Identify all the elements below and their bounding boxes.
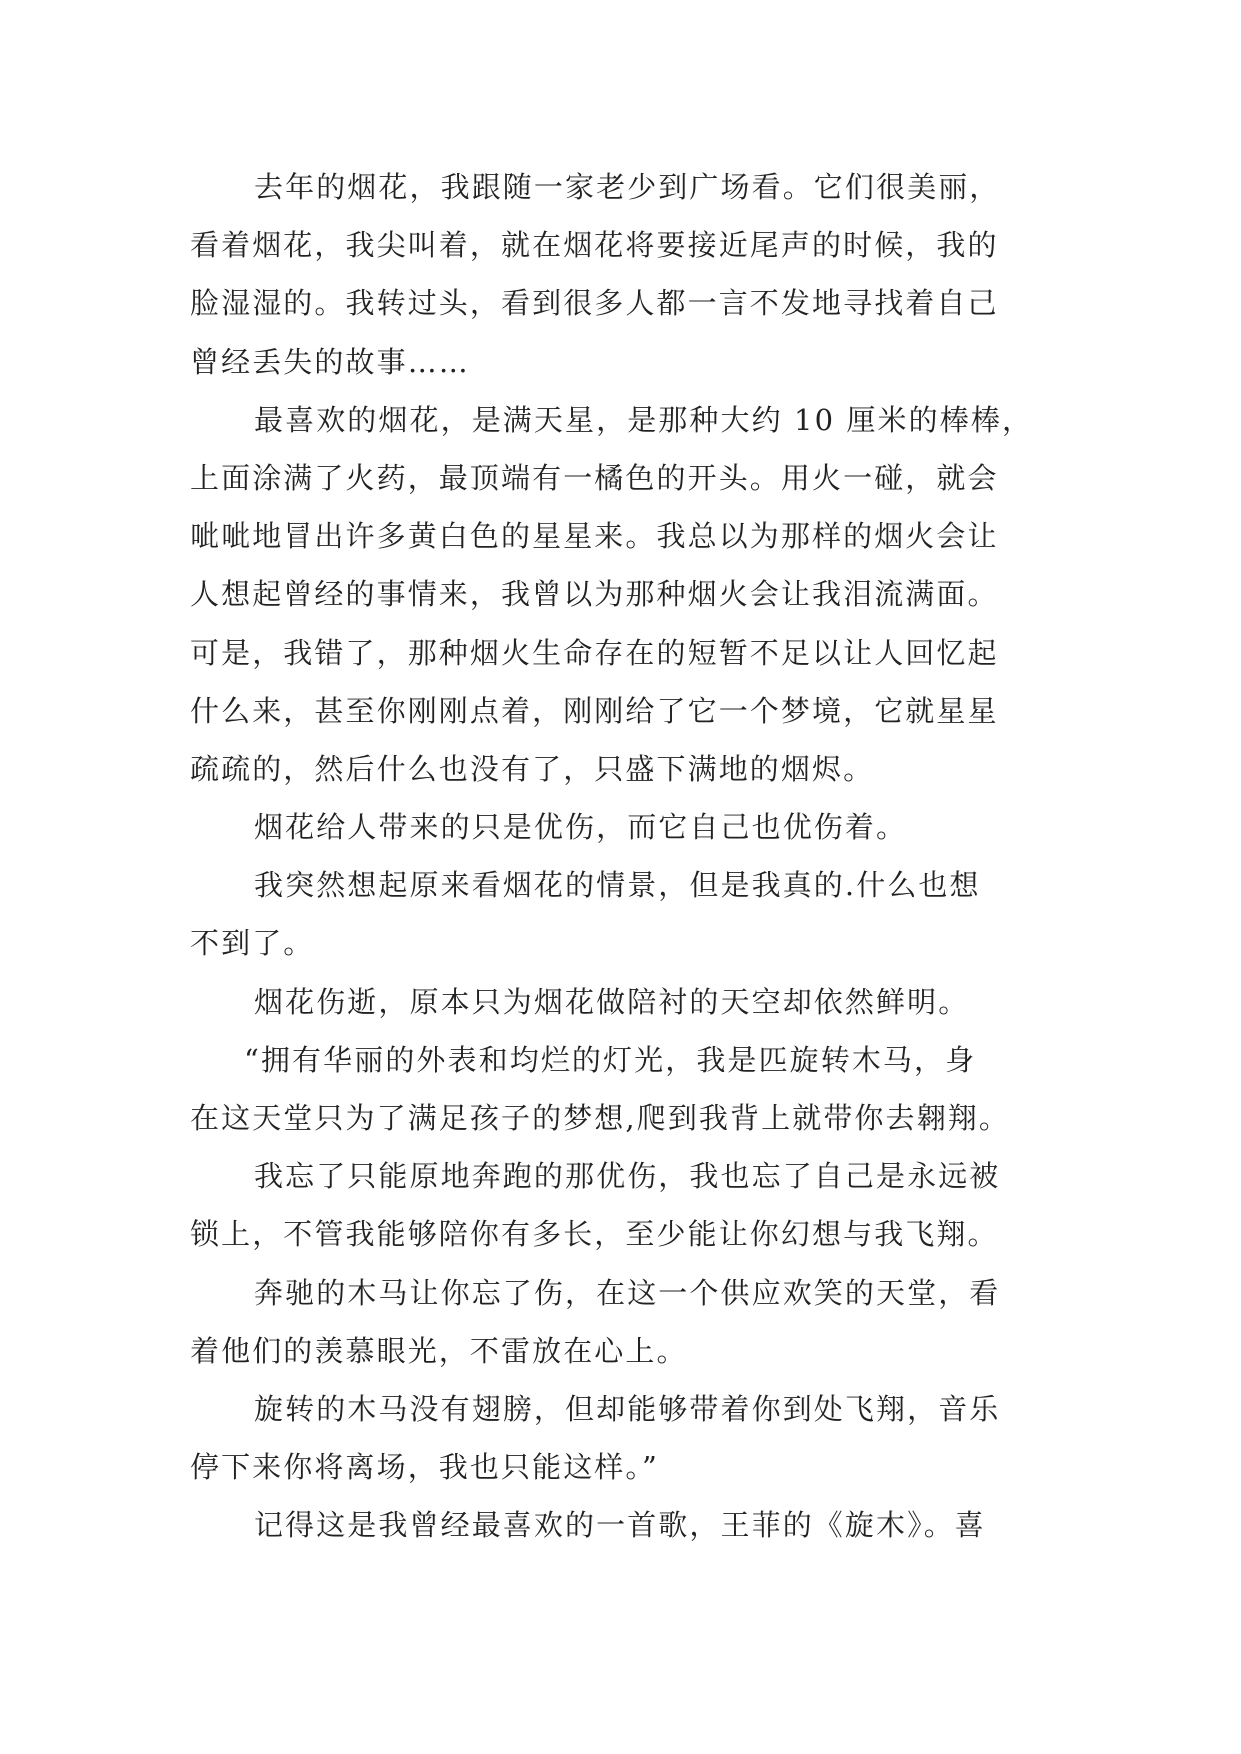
- paragraph-5: [190, 973, 1062, 1031]
- text-line: 最喜欢的烟花，是满天星，是那种大约 10 厘米的棒棒，: [254, 402, 1034, 437]
- text-line: 我突然想起原来看烟花的情景，但是我真的.什么也想: [254, 868, 981, 903]
- paragraph-9: [190, 1380, 1062, 1496]
- text-line: 奔驰的木马让你忘了伤，在这一个供应欢笑的天堂，看: [254, 1275, 1001, 1310]
- text-line: 锁上，不管我能够陪你有多长，至少能让你幻想与我飞翔。: [190, 1217, 999, 1252]
- text-line: 我忘了只能原地奔跑的那优伤，我也忘了自己是永远被: [254, 1159, 1001, 1194]
- text-line: 烟花伤逝，原本只为烟花做陪衬的天空却依然鲜明。: [254, 984, 970, 1019]
- text-line: 脸湿湿的。我转过头，看到很多人都一言不发地寻找着自己: [190, 286, 999, 321]
- text-line: 不到了。: [190, 926, 315, 961]
- paragraph-10: [190, 1496, 1062, 1554]
- text-line: 疏疏的，然后什么也没有了，只盛下满地的烟烬。: [190, 751, 875, 786]
- text-line: 停下来你将离场，我也只能这样。”: [190, 1450, 659, 1485]
- text-line: 在这天堂只为了满足孩子的梦想,爬到我背上就带你去翱翔。: [190, 1101, 1010, 1135]
- paragraph-1: [190, 158, 1062, 391]
- paragraph-6: [190, 1031, 1062, 1147]
- text-line: 上面涂满了火药，最顶端有一橘色的开头。用火一碰，就会: [190, 460, 999, 495]
- text-line: 人想起曾经的事情来，我曾以为那种烟火会让我泪流满面。: [190, 577, 999, 612]
- text-line: 可是，我错了，那种烟火生命存在的短暂不足以让人回忆起: [190, 635, 999, 670]
- text-line: 着他们的羡慕眼光，不雷放在心上。: [190, 1333, 688, 1368]
- text-line: 烟花给人带来的只是优伤，而它自己也优伤着。: [254, 810, 908, 845]
- paragraph-8: [190, 1264, 1062, 1380]
- text-line: 看着烟花，我尖叫着，就在烟花将要接近尾声的时候，我的: [190, 228, 999, 263]
- paragraph-4: [190, 856, 1062, 972]
- document-body: [190, 158, 1062, 1555]
- text-line: 去年的烟花，我跟随一家老少到广场看。它们很美丽，: [254, 170, 1001, 204]
- text-line: 曾经丢失的故事……: [190, 344, 470, 379]
- text-line: 什么来，甚至你刚刚点着，刚刚给了它一个梦境，它就星星: [190, 693, 999, 728]
- text-line: 记得这是我曾经最喜欢的一首歌，王菲的《旋木》。喜: [254, 1508, 986, 1543]
- text-line: 呲呲地冒出许多黄白色的星星来。我总以为那样的烟火会让: [190, 519, 999, 554]
- text-line: 旋转的木马没有翅膀，但却能够带着你到处飞翔，音乐: [254, 1391, 1001, 1426]
- paragraph-2: [190, 391, 1062, 798]
- text-line: “拥有华丽的外表和均烂的灯光，我是匹旋转木马，身: [244, 1042, 977, 1077]
- paragraph-3: [190, 798, 1062, 856]
- paragraph-7: [190, 1147, 1062, 1263]
